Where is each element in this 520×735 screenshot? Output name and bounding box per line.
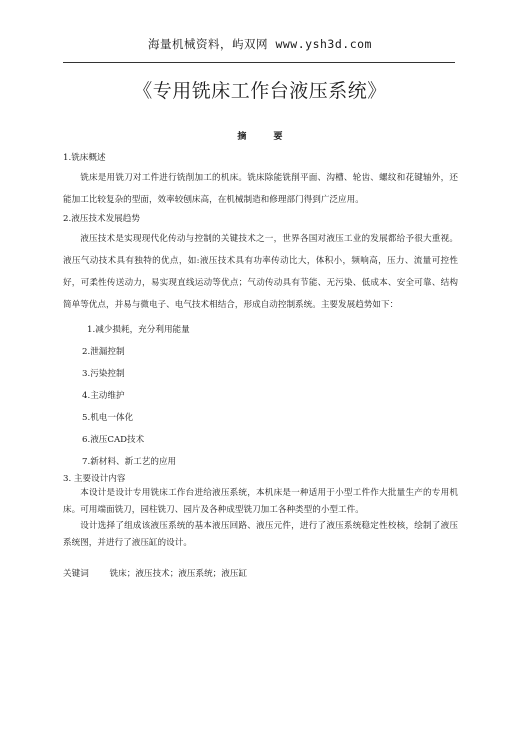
list-item: 5.机电一体化: [82, 413, 134, 423]
header-watermark: 海量机械资料，屿双网 www.ysh3d.com: [148, 37, 372, 51]
keywords-line: [63, 567, 247, 579]
trend-list: [63, 319, 458, 473]
section-trends: [63, 211, 458, 473]
list-item: 4.主动维护: [82, 391, 125, 401]
section-heading: 2.液压技术发展趋势: [63, 214, 140, 224]
section-overview: [63, 150, 458, 211]
section-design-content: [63, 473, 458, 551]
list-item: 2.泄漏控制: [82, 347, 125, 357]
list-item: 1.减少损耗，充分利用能量: [87, 325, 190, 335]
section-heading: 1.铣床概述: [63, 153, 106, 163]
header-rule: [63, 62, 455, 63]
abstract-body: [63, 150, 458, 551]
list-item: 6.液压CAD技术: [82, 435, 145, 445]
paragraph: 本设计是设计专用铣床工作台进给液压系统，本机床是一种适用于小型工件作大批量生产的专用机床。可用端面铣刀，园柱铣刀、园片及各种成型铣刀加工各种类型的小型工件。: [63, 488, 458, 515]
document-title: 《专用铣床工作台液压系统》: [133, 80, 387, 102]
section-heading: 3. 主要设计内容: [63, 474, 126, 484]
keywords-label: 关键词: [63, 569, 89, 579]
abstract-heading: 摘 要: [237, 132, 295, 142]
paragraph: 液压技术是实现现代化传动与控制的关键技术之一，世界各国对液压工业的发展都给予很大重视。液压气动技术具有独特的优点，如:液压技术具有功率传动比大，体积小，频响高，压力、流量可控性好，可柔性传送动力，易实现直线运动等优点；气动传动具有节能、无污染、低成本、安全可靠、结构简单等优点，并易与微电子、电气技术相结合，形成自动控制系统。主要发展趋势如下：: [63, 234, 458, 310]
list-item: 3.污染控制: [82, 369, 125, 379]
paragraph: 铣床是用铣刀对工件进行铣削加工的机床。铣床除能铣削平面、沟槽、轮齿、螺纹和花键轴外，还能加工比较复杂的型面，效率较刨床高，在机械制造和修理部门得到广泛应用。: [63, 173, 458, 205]
paragraph: 设计选择了组成该液压系统的基本液压回路、液压元件，进行了液压系统稳定性校核，绘制了液压系统图，并进行了液压缸的设计。: [63, 521, 458, 548]
keywords-text: 铣床；液压技术；液压系统；液压缸: [109, 569, 248, 579]
list-item: 7.新材料、新工艺的应用: [82, 457, 177, 467]
